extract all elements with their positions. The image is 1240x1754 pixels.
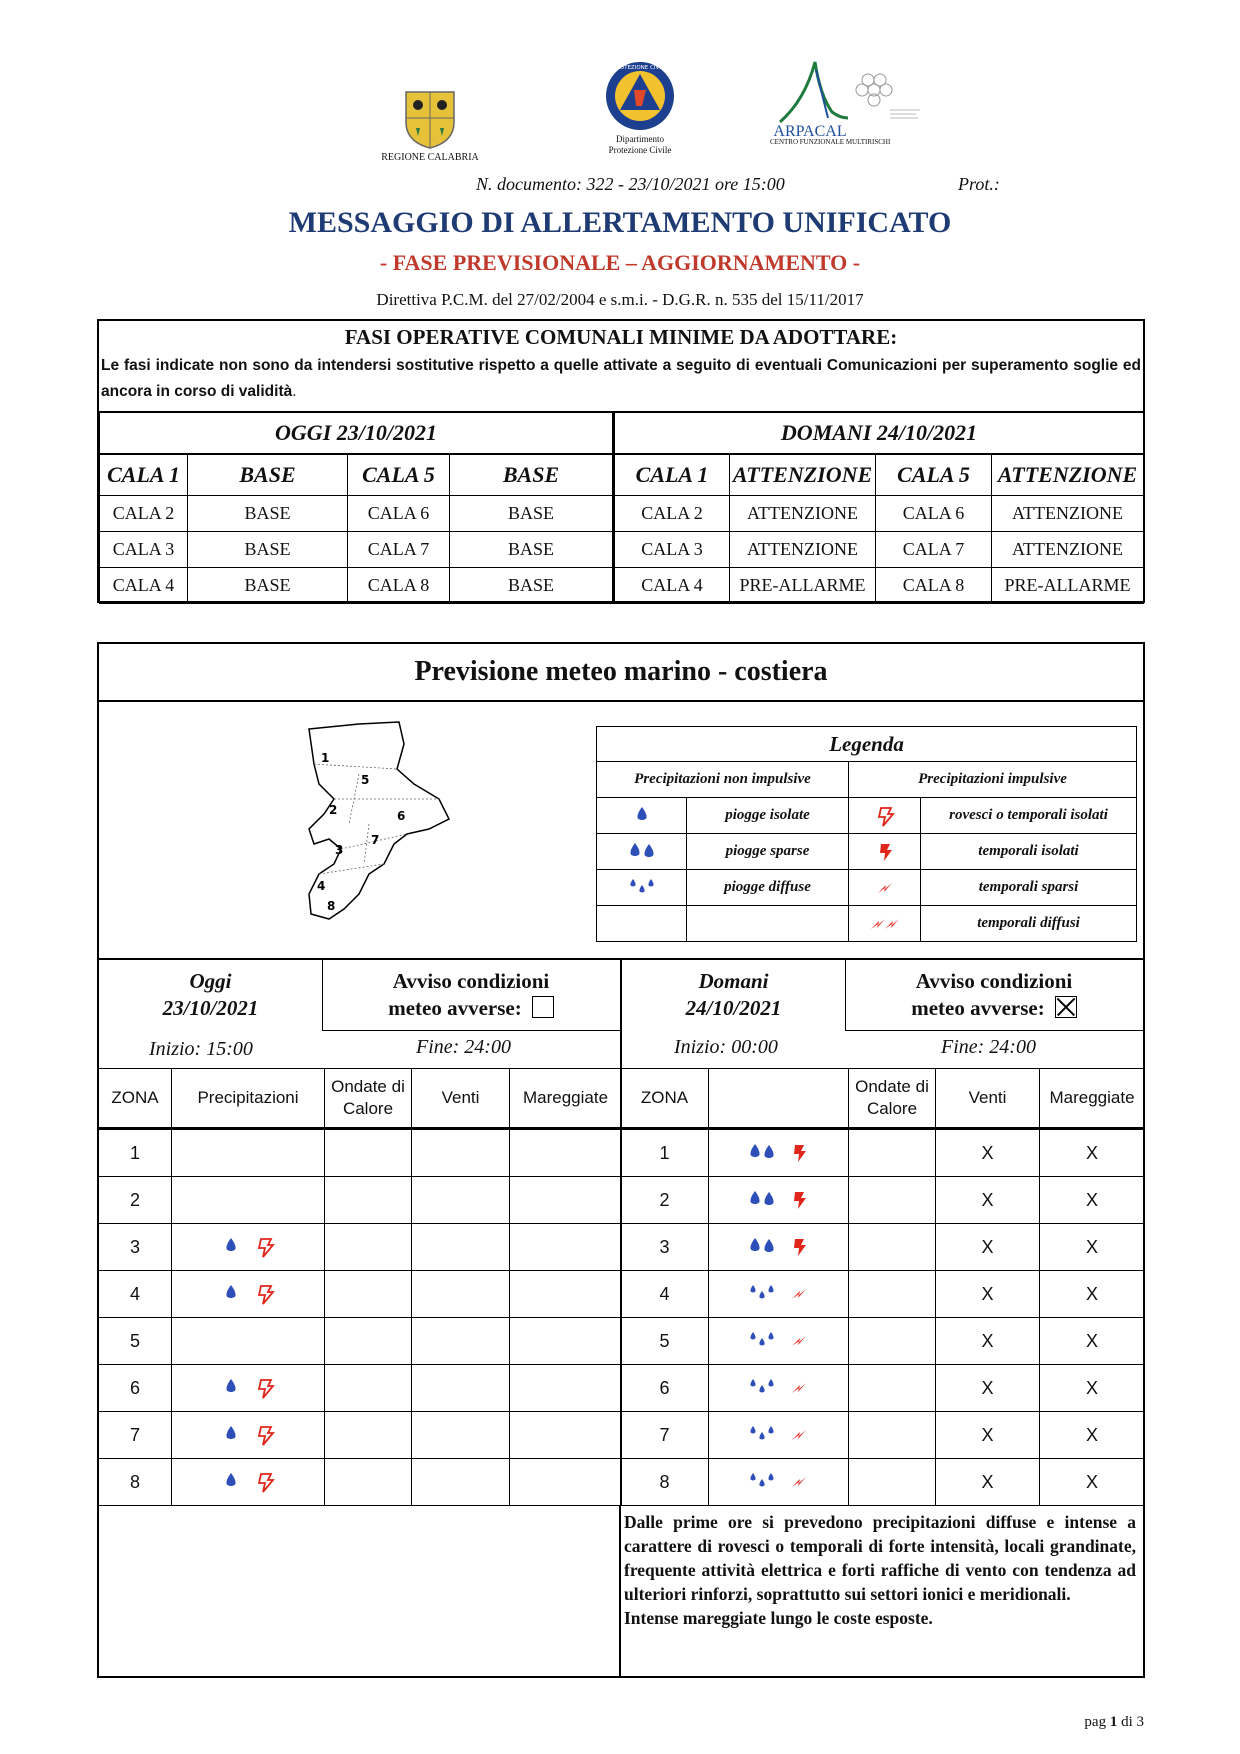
fasi-description [101,353,1141,405]
fasi-zone-cell: CALA 7 [876,532,992,568]
domani-header: DOMANI 24/10/2021 [614,412,1144,454]
table-row [621,1459,1145,1506]
mareggiate-cell [510,1177,622,1224]
precipitazioni-cell [709,1318,849,1365]
zona-cell: 7 [621,1412,709,1459]
map-label-3: 3 [335,843,344,857]
fasi-phase-cell: BASE [450,454,614,496]
legend-right-icon [849,870,921,906]
precipitazioni-cell [172,1459,325,1506]
zona-cell: 6 [621,1365,709,1412]
zona-cell: 5 [99,1318,172,1365]
dipartimento-line1: Dipartimento [616,134,664,144]
drop1-icon [216,1376,246,1400]
forecast-note-2: Intense mareggiate lungo le coste esposte. [624,1608,933,1628]
map-label-6: 6 [397,809,406,823]
drop3-icon [744,1423,780,1447]
venti-cell: X [936,1318,1040,1365]
protezione-ring-text: PROTEZIONE CIVILE [612,65,668,71]
domani-col-2: Ondate di Calore [849,1069,936,1129]
mareggiate-cell [510,1412,622,1459]
ondate-cell [849,1130,936,1177]
venti-cell [412,1459,510,1506]
mareggiate-cell: X [1040,1271,1145,1318]
zona-cell: 5 [621,1318,709,1365]
ondate-cell [325,1365,412,1412]
fasi-zone-cell: CALA 3 [614,532,730,568]
page-subtitle: - FASE PREVISIONALE – AGGIORNAMENTO - [379,250,861,275]
zap1-icon [784,1329,814,1353]
fasi-zone-cell: CALA 4 [100,568,188,604]
zap2-icon [865,912,905,936]
mareggiate-cell [510,1130,622,1177]
precipitazioni-cell [709,1459,849,1506]
ondate-cell [325,1459,412,1506]
table-row [99,1459,622,1506]
oggi-column-header-row [99,1069,622,1129]
venti-cell: X [936,1365,1040,1412]
ondate-cell [849,1412,936,1459]
calabria-zones-map [289,714,509,934]
zona-cell: 7 [99,1412,172,1459]
fasi-phase-cell: ATTENZIONE [992,532,1144,568]
map-label-2: 2 [329,803,338,817]
oggi-col-0: ZONA [99,1069,172,1129]
ondate-cell [849,1318,936,1365]
fasi-phase-cell: PRE-ALLARME [992,568,1144,604]
oggi-avviso-line2: meteo avverse: [388,996,522,1020]
zona-cell: 8 [621,1459,709,1506]
domani-col-0: ZONA [621,1069,709,1129]
fasi-zone-cell: CALA 3 [100,532,188,568]
table-row [99,1224,622,1271]
zap1-icon [784,1376,814,1400]
protezione-civile-emblem-icon [604,60,676,132]
precipitazioni-cell [709,1130,849,1177]
bolt-solid-icon [870,840,900,864]
mareggiate-cell: X [1040,1459,1145,1506]
zona-cell: 4 [99,1271,172,1318]
mareggiate-cell: X [1040,1177,1145,1224]
zap1-icon [870,876,900,900]
domani-avviso-line2: meteo avverse: [911,996,1045,1020]
table-row [621,1224,1145,1271]
bolt-solid-icon [784,1188,814,1212]
fasi-zone-cell: CALA 2 [100,496,188,532]
mareggiate-cell: X [1040,1412,1145,1459]
page-number-suffix: di 3 [1117,1714,1144,1730]
zona-cell: 6 [99,1365,172,1412]
oggi-avviso-line1: Avviso condizioni [392,969,550,993]
venti-cell: X [936,1224,1040,1271]
page-number-current: 1 [1109,1714,1118,1730]
oggi-avviso-checkbox[interactable] [532,996,554,1018]
drop3-icon [744,1470,780,1494]
fasi-zone-cell: CALA 6 [876,496,992,532]
precipitazioni-cell [709,1365,849,1412]
domani-col-4: Mareggiate [1040,1069,1145,1129]
page-number [1084,1714,1144,1731]
oggi-header: OGGI 23/10/2021 [100,412,614,454]
drop1-icon [216,1235,246,1259]
document-number: N. documento: 322 - 23/10/2021 ore 15:00 [476,174,785,194]
oggi-label: Oggi [189,969,232,993]
table-row [621,1365,1145,1412]
fasi-phase-cell: ATTENZIONE [992,496,1144,532]
fasi-phase-cell: BASE [450,496,614,532]
domani-label: Domani [698,969,769,993]
domani-date: 24/10/2021 [685,996,782,1020]
drop3-icon [744,1329,780,1353]
fasi-operative-box [97,319,1145,603]
fasi-description-end: . [292,383,297,400]
previsione-box [97,642,1145,1678]
table-row [621,1412,1145,1459]
mareggiate-cell [510,1318,622,1365]
drop1-icon [216,1470,246,1494]
bolt-solid-icon [784,1235,814,1259]
forecast-note [624,1510,1136,1630]
zona-cell: 1 [99,1130,172,1177]
ondate-cell [325,1177,412,1224]
table-row [99,1365,622,1412]
domani-avviso [845,968,1143,1022]
arpacal-word: ARPACAL [773,123,847,140]
table-row [99,1271,622,1318]
regione-crest-icon [400,88,460,150]
mareggiate-cell: X [1040,1365,1145,1412]
precipitazioni-cell [709,1271,849,1318]
ondate-cell [325,1130,412,1177]
zona-cell: 2 [621,1177,709,1224]
ondate-cell [849,1224,936,1271]
drop2-icon [744,1141,780,1165]
fasi-heading: FASI OPERATIVE COMUNALI MINIME DA ADOTTARE: [344,325,898,349]
drop1-icon [216,1282,246,1306]
zona-cell: 1 [621,1130,709,1177]
drop3-icon [744,1376,780,1400]
venti-cell [412,1177,510,1224]
ondate-cell [325,1224,412,1271]
legend-left-icon [597,906,687,942]
regione-label: REGIONE CALABRIA [381,152,479,163]
fasi-phase-cell: BASE [188,532,348,568]
legend-right-label: temporali isolati [921,834,1137,870]
legend-row [597,870,1137,906]
venti-cell: X [936,1130,1040,1177]
legend-right-label: temporali sparsi [921,870,1137,906]
regione-calabria-logo [370,88,490,163]
legend-right-icon [849,834,921,870]
fasi-phase-cell: BASE [188,568,348,604]
mareggiate-cell: X [1040,1318,1145,1365]
bolt-outline-icon [250,1376,280,1400]
table-row [621,1318,1145,1365]
table-row [99,1130,622,1177]
oggi-avviso [322,968,620,1022]
table-row [621,1271,1145,1318]
precipitazioni-cell [172,1177,325,1224]
legend-left-label [687,906,849,942]
venti-cell [412,1224,510,1271]
ondate-cell [325,1271,412,1318]
ondate-cell [849,1459,936,1506]
domani-fine: Fine: 24:00 [941,1036,1036,1058]
legend-left-icon [597,870,687,906]
legend-row [597,798,1137,834]
legend-row [597,906,1137,942]
drop2-icon [744,1235,780,1259]
bolt-outline-icon [250,1235,280,1259]
fasi-phase-cell: ATTENZIONE [730,496,876,532]
drop3-icon [744,1282,780,1306]
table-row [99,1177,622,1224]
bolt-outline-icon [870,804,900,828]
fasi-zone-cell: CALA 4 [614,568,730,604]
drop2-icon [624,840,660,864]
table-row [99,1412,622,1459]
zona-cell: 2 [99,1177,172,1224]
fasi-row [100,568,1144,604]
legend-right-icon [849,906,921,942]
forecast-note-text: Dalle prime ore si prevedono precipitazioni diffuse e intense a carattere di rovesci o temporali di forte intensità, locali grandinate, frequente attività elettrica e forti raffiche di vento con tendenza ad ulteriori rinforzi, soprattutto sui settori ionici e meridionali. [624,1512,1136,1604]
mareggiate-cell [510,1224,622,1271]
ondate-cell [849,1177,936,1224]
drop1-icon [627,804,657,828]
domani-avviso-line1: Avviso condizioni [915,969,1073,993]
mareggiate-cell [510,1365,622,1412]
legend-col-right: Precipitazioni impulsive [849,762,1137,798]
oggi-col-1: Precipitazioni [172,1069,325,1129]
legend-right-label: rovesci o temporali isolati [921,798,1137,834]
venti-cell: X [936,1412,1040,1459]
map-label-4: 4 [317,879,326,893]
oggi-date: 23/10/2021 [162,996,259,1020]
fasi-zone-cell: CALA 5 [876,454,992,496]
legend-left-icon [597,798,687,834]
zap1-icon [784,1470,814,1494]
drop1-icon [216,1423,246,1447]
dipartimento-line2: Protezione Civile [608,145,672,155]
fasi-phase-cell: BASE [450,532,614,568]
ondate-cell [325,1318,412,1365]
fasi-zone-cell: CALA 8 [348,568,450,604]
bolt-outline-icon [250,1470,280,1494]
precipitazioni-cell [172,1271,325,1318]
drop2-icon [744,1188,780,1212]
precipitazioni-cell [709,1412,849,1459]
domani-col-3: Venti [936,1069,1040,1129]
map-label-7: 7 [371,833,380,847]
map-label-8: 8 [327,899,336,913]
venti-cell [412,1318,510,1365]
map-label-5: 5 [361,773,370,787]
domani-column-header-row [621,1069,1145,1129]
bolt-outline-icon [250,1423,280,1447]
oggi-fine: Fine: 24:00 [416,1036,511,1058]
fasi-phase-cell: BASE [450,568,614,604]
zap1-icon [784,1282,814,1306]
precipitazioni-cell [172,1224,325,1271]
calabria-map-icon [289,714,509,934]
venti-cell: X [936,1177,1040,1224]
fasi-row [100,532,1144,568]
domani-col-1 [709,1069,849,1129]
precipitazioni-cell [172,1318,325,1365]
zona-cell: 8 [99,1459,172,1506]
legend-left-icon [597,834,687,870]
venti-cell: X [936,1271,1040,1318]
ondate-cell [325,1412,412,1459]
fasi-zone-cell: CALA 1 [100,454,188,496]
legend-row [597,834,1137,870]
fasi-operative-table [99,411,1144,604]
table-row [99,1318,622,1365]
domani-avviso-checkbox[interactable] [1055,996,1077,1018]
protezione-civile-logo [580,60,700,156]
mareggiate-cell [510,1271,622,1318]
fasi-zone-cell: CALA 2 [614,496,730,532]
directive-reference: Direttiva P.C.M. del 27/02/2004 e s.m.i. - D.G.R. n. 535 del 15/11/2017 [376,290,864,309]
venti-cell [412,1412,510,1459]
bolt-outline-icon [250,1282,280,1306]
domani-forecast-table [620,1068,1145,1506]
fasi-phase-cell: BASE [188,496,348,532]
page-number-prefix: pag [1084,1714,1110,1730]
zona-cell: 3 [99,1224,172,1271]
bolt-solid-icon [784,1141,814,1165]
fasi-row [100,454,1144,496]
page-title: MESSAGGIO DI ALLERTAMENTO UNIFICATO [288,206,952,239]
zap1-icon [784,1423,814,1447]
oggi-period [99,968,322,1022]
legend-left-label: piogge isolate [687,798,849,834]
oggi-col-4: Mareggiate [510,1069,622,1129]
venti-cell [412,1271,510,1318]
legend-right-icon [849,798,921,834]
precipitazioni-cell [172,1412,325,1459]
zona-cell: 3 [621,1224,709,1271]
venti-cell [412,1365,510,1412]
arpacal-sub: CENTRO FUNZIONALE MULTIRISCHI [770,138,891,146]
precipitazioni-cell [709,1224,849,1271]
legend-table [596,726,1137,942]
fasi-zone-cell: CALA 6 [348,496,450,532]
fasi-phase-cell: ATTENZIONE [730,454,876,496]
precipitazioni-cell [709,1177,849,1224]
domani-period [622,968,845,1022]
fasi-row [100,496,1144,532]
drop3-icon [624,876,660,900]
fasi-phase-cell: BASE [188,454,348,496]
mareggiate-cell [510,1459,622,1506]
oggi-inizio: Inizio: 15:00 [149,1038,253,1060]
fasi-phase-cell: ATTENZIONE [992,454,1144,496]
previsione-title: Previsione meteo marino - costiera [99,644,1143,702]
ondate-cell [849,1271,936,1318]
mareggiate-cell: X [1040,1224,1145,1271]
ondate-cell [849,1365,936,1412]
legend-left-label: piogge diffuse [687,870,849,906]
oggi-forecast-table [98,1068,622,1506]
venti-cell [412,1130,510,1177]
map-label-1: 1 [321,751,330,765]
arpacal-logo [770,60,930,146]
protocol-label: Prot.: [958,174,1000,194]
precipitazioni-cell [172,1365,325,1412]
precipitazioni-cell [172,1130,325,1177]
arpacal-mark-icon [770,60,930,140]
fasi-description-text: Le fasi indicate non sono da intendersi sostitutive rispetto a quelle attivate a seguito di eventuali Comunicazioni per superamento soglie ed ancora in corso di validità [101,357,1141,400]
zona-cell: 4 [621,1271,709,1318]
oggi-col-3: Venti [412,1069,510,1129]
fasi-zone-cell: CALA 5 [348,454,450,496]
fasi-zone-cell: CALA 7 [348,532,450,568]
domani-inizio: Inizio: 00:00 [674,1036,778,1058]
legend-left-label: piogge sparse [687,834,849,870]
fasi-zone-cell: CALA 1 [614,454,730,496]
table-row [621,1177,1145,1224]
venti-cell: X [936,1459,1040,1506]
fasi-phase-cell: PRE-ALLARME [730,568,876,604]
oggi-col-2: Ondate di Calore [325,1069,412,1129]
fasi-phase-cell: ATTENZIONE [730,532,876,568]
fasi-zone-cell: CALA 8 [876,568,992,604]
legend-title: Legenda [597,727,1137,762]
table-row [621,1130,1145,1177]
legend-col-left: Precipitazioni non impulsive [597,762,849,798]
mareggiate-cell: X [1040,1130,1145,1177]
legend-right-label: temporali diffusi [921,906,1137,942]
